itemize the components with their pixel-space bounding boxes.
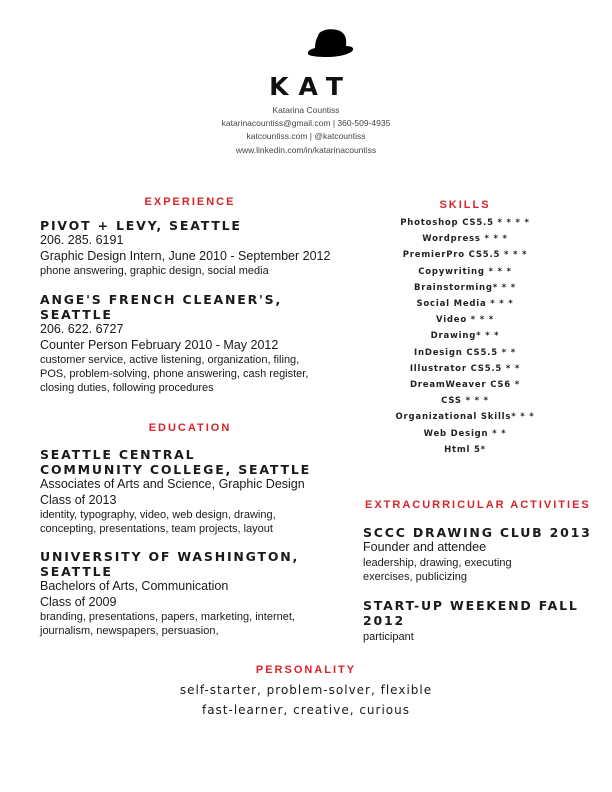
email-phone: katarinacountiss@gmail.com | 360-509-4935 [221,118,391,128]
extracurricular-org: SCCC DRAWING CLUB 2013 [363,525,592,540]
full-name: Katarina Countiss [272,105,340,115]
skill-item: Drawing* * * [430,331,500,342]
skills-section [380,199,550,458]
skill-item: Copywriting * * * [418,266,512,277]
skill-item: PremierPro CS5.5 * * * [402,250,528,261]
education-class: Class of 2009 [40,594,117,609]
education-item [40,447,340,536]
experience-phone: 206. 285. 6191 [40,233,124,247]
skill-item: Organizational Skills* * * [395,412,535,423]
name-title: KAT [269,72,353,101]
experience-details: customer service, active listening, organization, filing, [40,354,300,366]
experience-details: POS, problem-solving, phone answering, cash register, [40,368,309,380]
experience-org: PIVOT + LEVY, SEATTLE [40,218,242,233]
education-degree: Bachelors of Arts, Communication [40,579,229,593]
personality-heading: PERSONALITY [255,664,357,676]
education-org: SEATTLE CENTRAL [40,447,196,462]
personality-line: fast-learner, creative, curious [201,703,411,717]
skills-heading: SKILLS [439,199,491,211]
skill-item: Photoshop CS5.5 * * * * [400,218,530,228]
linkedin: www.linkedin.com/in/katarinacountiss [235,145,377,155]
skill-item: Web Design * * [423,428,507,439]
education-org: UNIVERSITY OF WASHINGTON, SEATTLE [40,549,300,579]
experience-details: phone answering, graphic design, social media [40,265,269,277]
education-item [40,549,340,638]
extracurricular-details: leadership, drawing, executing [363,556,512,569]
extracurricular-item [363,598,593,644]
experience-role: Counter Person February 2010 - May 2012 [40,337,279,352]
skill-item: DreamWeaver CS6 * [409,380,521,391]
education-details: branding, presentations, papers, marketing, internet, [40,611,295,623]
skill-item: Video * * * [435,315,495,326]
website-social: katcountiss.com | @katcountiss [246,131,366,141]
skill-item: Social Media * * * [416,299,514,310]
personality-line: self-starter, problem-solver, flexible [179,683,433,697]
skill-item: Brainstorming* * * [413,282,517,293]
experience-item [40,292,340,395]
experience-details: closing duties, following procedures [40,382,214,394]
experience-item [40,218,340,278]
skill-item: InDesign CS5.5 * * [414,347,516,358]
extracurricular-details: exercises, publicizing [363,570,467,583]
education-org: COMMUNITY COLLEGE, SEATTLE [40,462,311,477]
education-details: concepting, presentations, team projects, layout [40,523,273,535]
skill-item: Illustrator CS5.5 * * [409,363,521,374]
extracurricular-details: participant [363,631,414,643]
experience-role: Graphic Design Intern, June 2010 - September 2012 [40,248,331,263]
experience-phone: 206. 622. 6727 [40,322,124,336]
skill-item: Html 5* [444,444,486,455]
extracurricular-org: START-UP WEEKEND FALL 2012 [363,598,579,628]
experience-org: ANGE'S FRENCH CLEANER'S, SEATTLE [40,292,283,322]
education-class: Class of 2013 [40,492,117,507]
personality-section [0,664,612,720]
bowler-hat-icon [305,28,355,60]
education-details: identity, typography, video, web design, drawing, [40,509,276,521]
extracurricular-item [363,525,593,584]
skill-item: CSS * * * [441,396,489,407]
education-degree: Associates of Arts and Science, Graphic Design [40,477,305,491]
education-details: journalism, newspapers, persuasion, [40,625,219,637]
education-heading: EDUCATION [148,422,232,434]
extracurricular-role: Founder and attendee [363,540,487,554]
experience-heading: EXPERIENCE [144,196,236,208]
extracurricular-heading: EXTRACURRICULAR ACTIVITIES [365,499,591,511]
skill-item: Wordpress * * * [422,234,508,245]
